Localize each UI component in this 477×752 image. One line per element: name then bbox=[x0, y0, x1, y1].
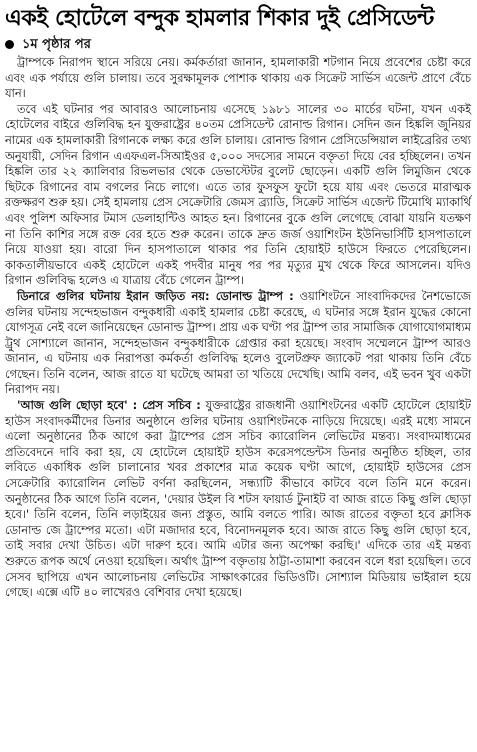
bullet-icon bbox=[5, 40, 14, 49]
paragraph-text: ওয়াশিংটনে সাংবাদিকদের নৈশভোজে গুলির ঘটনায় সন্দেহভাজন বন্দুকধারী একাই হামলার চেষ্টা করেছে, এ ঘটনার সঙ্গে ইরান যুদ্ধের কোনো যোগসূত্র নেই বলে জানিয়েছেন ডোনাল্ড ট্রাম্প। প্রায় এক ঘণ্টা পর ট্রাম্প তার সামাজিক যোগাযোগমাধ্যম ট্রুথ সোশ্যালে জানান, সন্দেহভাজন বন্দুকধারীকে গ্রেপ্তার করা হয়েছে। সংবাদ সম্মেলনে ট্রাম্প আরও জানান, এ ঘটনায় এক নিরাপত্তা কর্মকর্তা গুলিবিদ্ধ হলেও বুলেটপ্রুফ জ্যাকেট পরা থাকায় তিনি বেঁচে গেছেন। তিনি বলেন, আজ রাতে যা ঘটেছে আমরা তা খতিয়ে দেখেছি। আমি বলব, এই ভবন খুব একটা নিরাপদ নয়। bbox=[5, 288, 471, 397]
continuation-line bbox=[5, 36, 471, 53]
section-subhead-press-secretary: 'আজ গুলি ছোড়া হবে' : প্রেস সচিব : bbox=[17, 398, 201, 413]
article-headline: একই হোটেলে বন্দুক হামলার শিকার দুই প্রেসিডেন্ট bbox=[5, 6, 435, 31]
paragraph-3 bbox=[5, 289, 471, 398]
paragraph-text: তবে এই ঘটনার পর আবারও আলোচনায় এসেছে ১৯৮১ সালের ৩০ মার্চের ঘটনা, যখন একই হোটেলের বাইরে গুলিবিদ্ধ হন যুক্তরাষ্ট্রের ৪০তম প্রেসিডেন্ট রোনাল্ড রিগান। সেদিন জন হিঙ্কলি জুনিয়র নামের এক হামলাকারী রিগানকে লক্ষ্য করে গুলি চালায়। রোনাল্ড রিগান প্রেসিডেন্সিয়াল লাইব্রেরির তথ্য অনুযায়ী, সেদিন রিগান এএফএল-সিআইওর ৫,০০০ সদস্যের সামনে বক্তৃতা দিয়ে বের হচ্ছিলেন। তখন হিঙ্কলি তার ২২ ক্যালিবার রিভলভার থেকে ডেভাস্টেটর বুলেট ছোড়েন। একটি গুলি লিমুজিন থেকে ছিটকে রিগানের বাম বগলের নিচে লাগে। এতে তার ফুসফুস ফুটো হয়ে যায় এবং ভেতরে মারাত্মক রক্তক্ষরণ শুরু হয়। সেই হামলায় প্রেস সেক্রেটারি জেমস ব্র্যাডি, সিক্রেট সার্ভিস এজেন্ট টিমোথি ম্যাকার্থি এবং পুলিশ অফিসার টমাস ডেলাহান্টিও আহত হন। রিগানের বুকে গুলি লেগেছে বোঝা যায়নি যতক্ষণ না তিনি কাশির সঙ্গে রক্ত বের হতে শুরু করেন। তাকে দ্রুত জর্জ ওয়াশিংটন ইউনিভার্সিটি হাসপাতালে নিয়ে যাওয়া হয়। বারো দিন হাসপাতালে থাকার পর তিনি হোয়াইট হাউসে ফিরতে পেরেছিলেন। কাকতালীয়ভাবে একই হোটেলে একই পদবীর মানুষ পর পর মৃত্যুর মুখ থেকে ফিরে আসলেন। যদিও রিগান গুলিবিদ্ধ হলেও এ যাত্রায় বেঁচে গেলেন ট্রাম্প। bbox=[5, 101, 471, 288]
paragraph-1 bbox=[5, 55, 471, 102]
paragraph-4 bbox=[5, 398, 471, 601]
section-subhead-iran: ডিনারে গুলির ঘটনায় ইরান জড়িত নয়: ডোনাল্ড ট্রাম্প : bbox=[17, 288, 294, 303]
paragraph-2 bbox=[5, 102, 471, 289]
paragraph-text: যুক্তরাষ্ট্রের রাজধানী ওয়াশিংটনের একটি হোটেলে হোয়াইট হাউস সংবাদকর্মীদের ডিনার অনুষ্ঠানে গুলির ঘটনায় ওয়াশিংটনকে নাড়িয়ে দিয়েছে। এরই মধ্যে সামনে এলো অনুষ্ঠানের ঠিক আগে করা ট্রাম্পের প্রেস সচিব ক্যারোলিন লেভিটের মন্তব্য। সংবাদমাধ্যমের প্রতিবেদনে দাবি করা হয়, যে হোটেলে হোয়াইট হাউস করেসপন্ডেন্টস ডিনার অনুষ্ঠিত হচ্ছিল, তার লবিতে একাধিক গুলি চালানোর খবর প্রকাশের মাত্র কয়েক ঘণ্টা আগে, হোয়াইট হাউসের প্রেস সেক্রেটারি ক্যারোলিন লেভিট বর্ণনা করছিলেন, সন্ধ্যাটি কীভাবে কাটবে বলে তিনি মনে করেন। অনুষ্ঠানের ঠিক আগে তিনি বলেন, 'দেয়ার উইল বি শটস ফায়ার্ড টুনাইট বা আজ রাতে কিছু গুলি ছোড়া হবে।' তিনি বলেন, তিনি লড়াইয়ের জন্য প্রস্তুত, আমি বলতে পারি। আজ রাতের বক্তৃতা হবে ক্লাসিক ডোনাল্ড জে ট্রাম্পের মতো। এটা মজাদার হবে, বিনোদনমূলক হবে। আজ রাতে কিছু গুলি ছোড়া হবে, তাই সবার দেখা উচিত। এটা দারুণ হবে। আমি এটার জন্য অপেক্ষা করছি।' এদিকে তার এই মন্তব্য শুরুতে রূপক অর্থে নেওয়া হয়েছিল। অর্থাৎ ট্রাম্প বক্তৃতায় ঠাট্টা-তামাশা করবেন বলে ধরা হয়েছিল। তবে সেসব ছাপিয়ে এখন আলোচনায় লেভিটের সাক্ষাৎকারের ভিডিওটি। সোশ্যাল মিডিয়ায় ভাইরাল হয়ে গেছে। এক্সে এটি ৪০ লাখেরও বেশিবার দেখা হয়েছে। bbox=[5, 398, 471, 600]
continuation-label: ১ম পৃষ্ঠার পর bbox=[22, 37, 91, 52]
paragraph-text: ট্রাম্পকে নিরাপদ স্থানে সরিয়ে নেয়। কর্মকর্তারা জানান, হামলাকারী শটগান নিয়ে প্রবেশের চেষ্টা করে এবং এক পর্যায়ে গুলি চালায়। তবে সুরক্ষামূলক পোশাক থাকায় এক সিক্রেট সার্ভিস এজেন্ট প্রাণে বেঁচে যান। bbox=[5, 55, 471, 101]
